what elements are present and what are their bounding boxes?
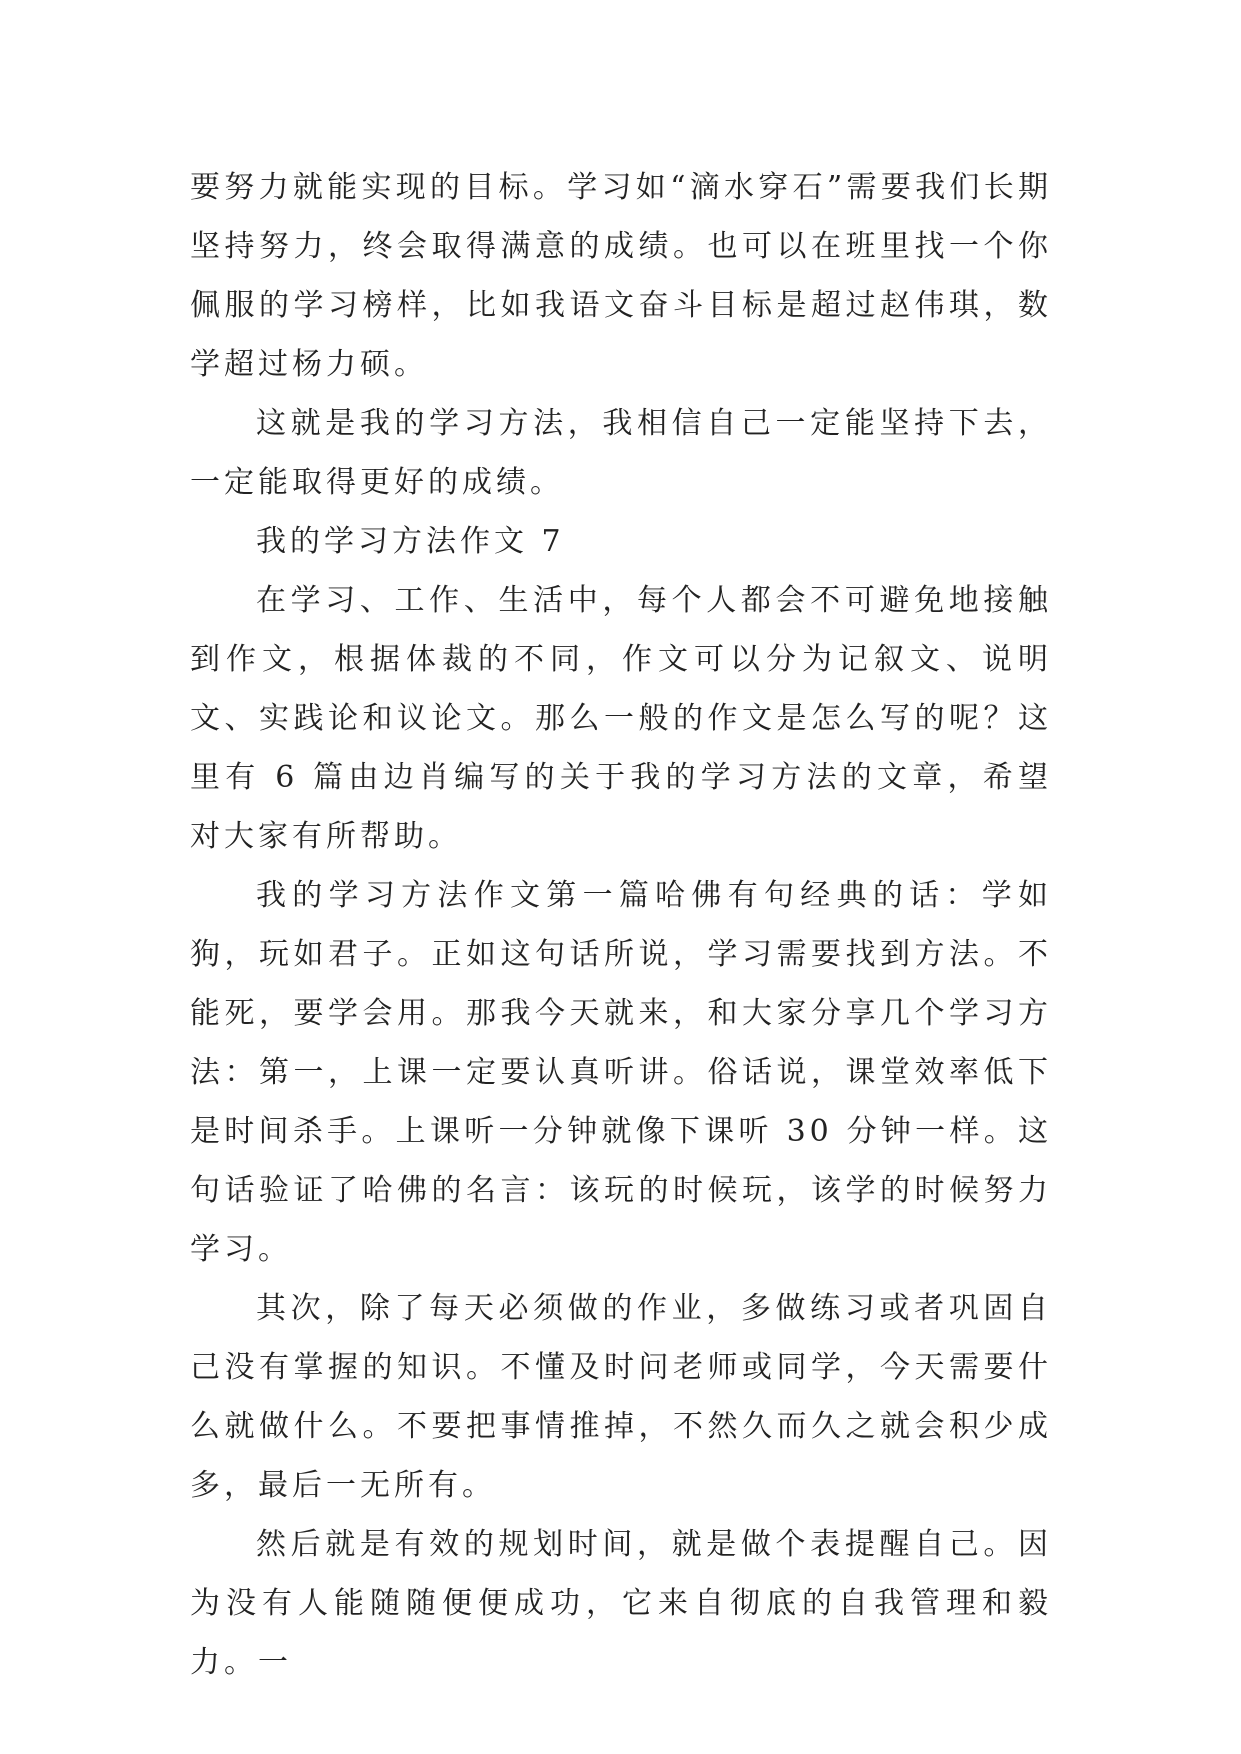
paragraph-second-point: 其次，除了每天必须做的作业，多做练习或者巩固自己没有掌握的知识。不懂及时问老师或同学，今天需要什么就做什么。不要把事情推掉，不然久而久之就会积少成多，最后一无所有。 <box>190 1291 1052 1503</box>
paragraph-goal-continuation: 要努力就能实现的目标。学习如“滴水穿石”需要我们长期坚持努力，终会取得满意的成绩。也可以在班里找一个你佩服的学习榜样，比如我语文奋斗目标是超过赵伟琪，数学超过杨力硕。 <box>190 170 1052 382</box>
paragraph-first-article: 我的学习方法作文第一篇哈佛有句经典的话：学如狗，玩如君子。正如这句话所说，学习需要找到方法。不能死，要学会用。那我今天就来，和大家分享几个学习方法：第一，上课一定要认真听讲。俗话说，课堂效率低下是时间杀手。上课听一分钟就像下课听 30 分钟一样。这句话验证了哈佛的名言：该玩的时候玩，该学的时候努力学习。 <box>190 878 1052 1267</box>
paragraph-time-planning: 然后就是有效的规划时间，就是做个表提醒自己。因为没有人能随随便便成功，它来自彻底的自我管理和毅力。一 <box>190 1527 1052 1680</box>
section-heading: 我的学习方法作文 7 <box>256 524 565 559</box>
paragraph-conclusion: 这就是我的学习方法，我相信自己一定能坚持下去，一定能取得更好的成绩。 <box>190 406 1052 500</box>
paragraph-intro: 在学习、工作、生活中，每个人都会不可避免地接触到作文，根据体裁的不同，作文可以分为记叙文、说明文、实践论和议论文。那么一般的作文是怎么写的呢？这里有 6 篇由边肖编写的关于我的学习方法的文章，希望对大家有所帮助。 <box>190 583 1052 854</box>
document-page <box>190 158 1052 1692</box>
